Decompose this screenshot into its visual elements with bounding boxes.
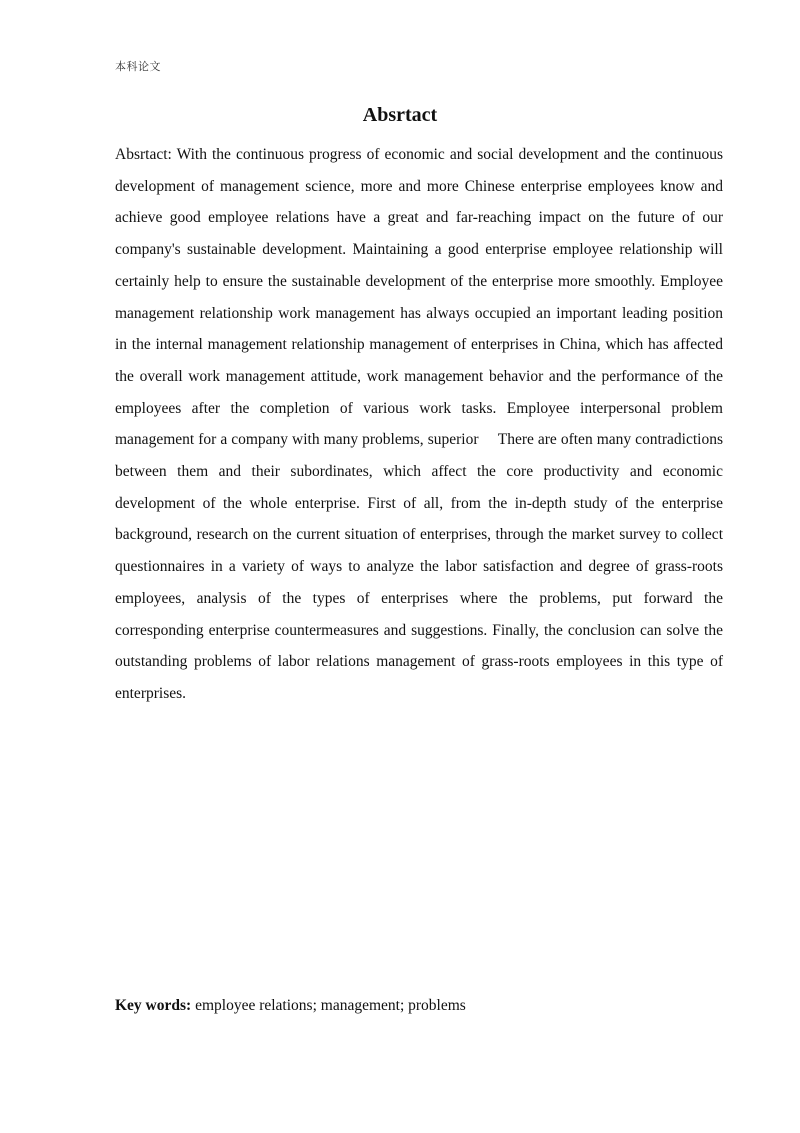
abstract-title: Absrtact [362,104,438,126]
page-header-label: 本科论文 [115,60,161,73]
keywords-line [115,994,723,1018]
keywords-label: Key words: [115,997,192,1014]
keywords-value: employee relations; management; problems [191,997,466,1014]
abstract-body: Absrtact: With the continuous progress of economic and social development and the continuous development of management science, more and more Chinese enterprise employees know and achieve good employee relations have a great and far-reaching impact on the future of our company's sustainable development. Maintaining a good enterprise employee relationship will certainly help to ensure the sustainable development of the enterprise more smoothly. Employee management relationship work management has always occupied an important leading position in the internal management relationship management of enterprises in China, which has affected the overall work management attitude, work management behavior and the performance of the employees after the completion of various work tasks. Employee interpersonal problem management for a company with many problems, superior There are often many contradictions between them and their subordinates, which affect the core productivity and economic development of the whole enterprise. First of all, from the in-depth study of the enterprise background, research on the current situation of enterprises, through the market survey to collect questionnaires in a variety of ways to analyze the labor satisfaction and degree of grass-roots employees, analysis of the types of enterprises where the problems, put forward the corresponding enterprise countermeasures and suggestions. Finally, the conclusion can solve the outstanding problems of labor relations management of grass-roots employees in this type of enterprises. [115,146,723,702]
